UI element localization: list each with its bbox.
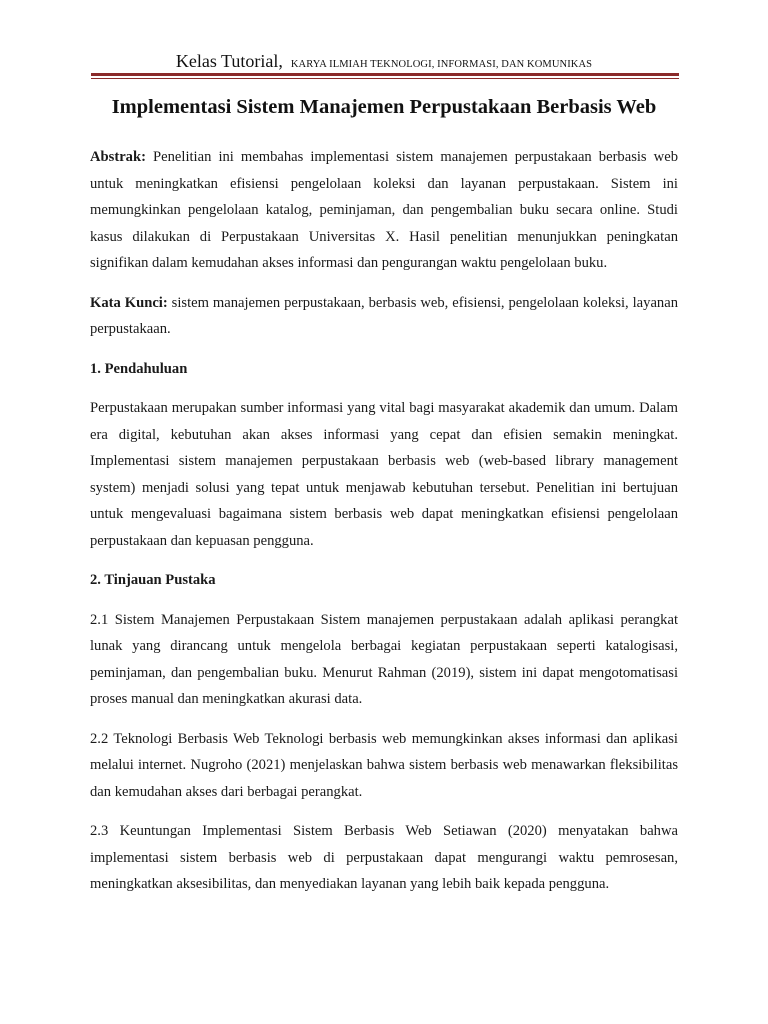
section-heading-pendahuluan: 1. Pendahuluan	[90, 360, 188, 377]
abstract-label: Abstrak:	[90, 149, 146, 165]
section-paragraph: 2.1 Sistem Manajemen Perpustakaan Sistem manajemen perpustakaan adalah aplikasi perangkat lunak yang dirancang untuk mengelola berbagai kegiatan perpustakaan seperti katalogisasi, peminjaman, dan pengembalian buku. Menurut Rahman (2019), sistem ini dapat mengotomatisasi proses manual dan meningkatkan akurasi data.	[90, 611, 678, 707]
abstract-paragraph	[90, 144, 678, 277]
header-subtitle: KARYA ILMIAH TEKNOLOGI, INFORMASI, DAN KOMUNIKAS	[290, 59, 593, 70]
header-rule-thick	[91, 73, 679, 76]
keywords-label: Kata Kunci:	[90, 294, 168, 311]
section-paragraph: Perpustakaan merupakan sumber informasi yang vital bagi masyarakat akademik dan umum. Dalam era digital, kebutuhan akan akses informasi yang cepat dan efisien semakin meningkat. Implementasi sistem manajemen perpustakaan berbasis web (web-based library management system) menjadi solusi yang tepat untuk menjawab kebutuhan tersebut. Penelitian ini bertujuan untuk mengevaluasi bagaimana sistem berbasis web dapat meningkatkan efisiensi pengelolaan perpustakaan dan kepuasan pengguna.	[90, 400, 678, 549]
header-rule-thin	[91, 78, 679, 79]
paper-title: Implementasi Sistem Manajemen Perpustakaan Berbasis Web	[111, 96, 657, 118]
keywords-paragraph	[90, 290, 678, 343]
section-heading-tinjauan-pustaka: 2. Tinjauan Pustaka	[90, 572, 216, 588]
abstract-text: Penelitian ini membahas implementasi sistem manajemen perpustakaan berbasis web untuk meningkatkan efisiensi pengelolaan koleksi dan layanan perpustakaan. Sistem ini memungkinkan pengelolaan katalog, peminjaman, dan pengembalian buku secara online. Studi kasus dilakukan di Perpustakaan Universitas X. Hasil penelitian menunjukkan peningkatan signifikan dalam kemudahan akses informasi dan pengurangan waktu pengelolaan buku.	[90, 149, 678, 271]
section-paragraph: 2.2 Teknologi Berbasis Web Teknologi berbasis web memungkinkan akses informasi dan aplikasi melalui internet. Nugroho (2021) menjelaskan bahwa sistem berbasis web menawarkan fleksibilitas dan kemudahan akses dari berbagai perangkat.	[90, 730, 678, 800]
header-brand: Kelas Tutorial,	[175, 51, 283, 71]
paper-body	[90, 144, 678, 898]
keywords-text: sistem manajemen perpustakaan, berbasis web, efisiensi, pengelolaan koleksi, layanan perpustakaan.	[90, 294, 679, 337]
section-paragraph: 2.3 Keuntungan Implementasi Sistem Berbasis Web Setiawan (2020) menyatakan bahwa implementasi sistem berbasis web di perpustakaan dapat mengurangi waktu pemrosesan, meningkatkan aksesibilitas, dan menyediakan layanan yang lebih baik kepada pengguna.	[90, 823, 678, 892]
